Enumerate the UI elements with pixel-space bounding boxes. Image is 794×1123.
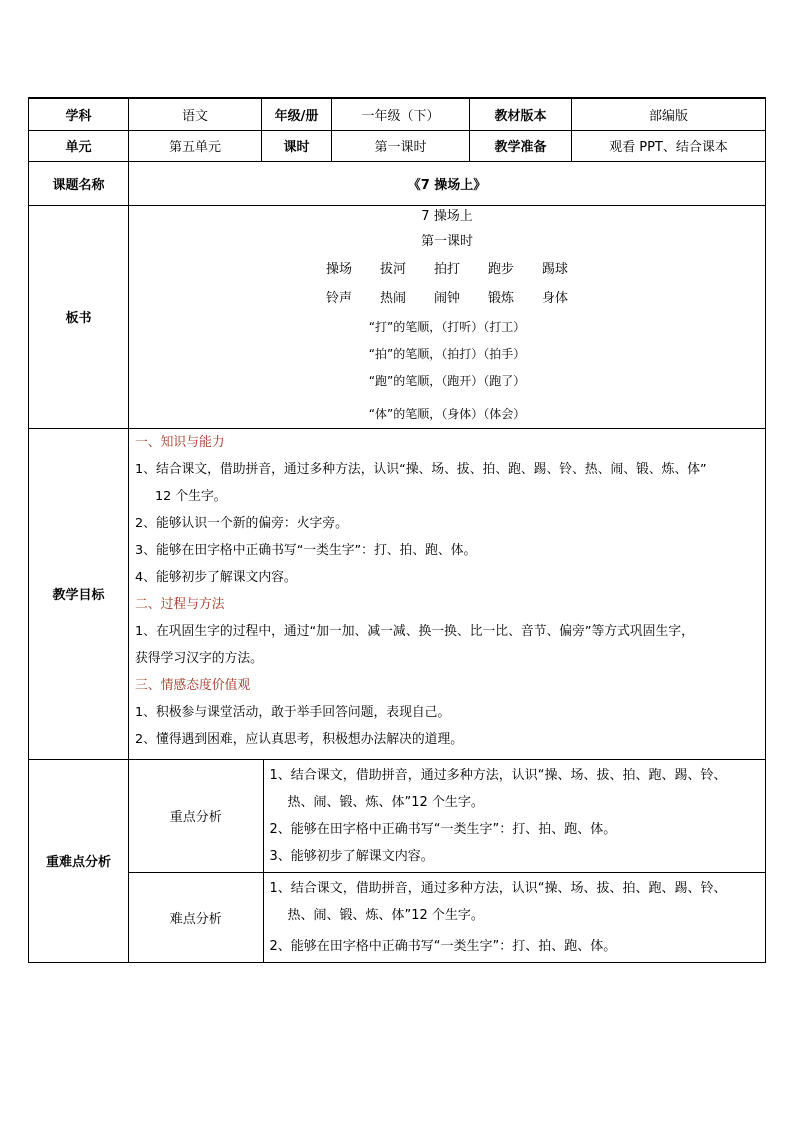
- word: 拔河: [379, 261, 406, 277]
- analysis-item: 1、结合课文，借助拼音，通过多种方法，认识“操、场、拔、拍、跑、踢、铃、: [269, 880, 727, 896]
- goal-item-continued: 获得学习汉字的方法。: [135, 650, 263, 666]
- board-label: 板书: [29, 205, 129, 428]
- board-words-row1: [129, 258, 765, 286]
- row-subject: [29, 98, 766, 130]
- board-words-row2: [129, 286, 765, 314]
- goal-item: 1、结合课文，借助拼音，通过多种方法，认识“操、场、拔、拍、跑、踢、铃、热、闹、锻、炼、体”: [135, 461, 707, 477]
- word: 踢球: [542, 261, 569, 277]
- prep-value: 观看 PPT、结合课本: [572, 130, 766, 161]
- analysis-content: [129, 759, 766, 962]
- board-period: 第一课时: [420, 233, 473, 249]
- goals-label: 教学目标: [29, 428, 129, 759]
- key-points-content: [263, 760, 765, 873]
- goal-item: 1、积极参与课堂活动，敢于举手回答问题，表现自己。: [135, 704, 451, 720]
- word: 闹钟: [433, 290, 460, 306]
- edition-label: 教材版本: [470, 98, 572, 130]
- analysis-inner-table: [129, 760, 765, 962]
- period-label: 课时: [262, 130, 332, 161]
- difficult-points-content: [263, 872, 765, 962]
- difficult-points-label: 难点分析: [129, 872, 263, 962]
- board-content: [129, 205, 766, 428]
- goals-section-title: 三、情感态度价值观: [135, 677, 251, 693]
- subject-label: 学科: [29, 98, 129, 130]
- analysis-item-continued: 热、闹、锻、炼、体”12 个生字。: [287, 794, 484, 810]
- prep-label: 教学准备: [470, 130, 572, 161]
- lesson-plan-table: [28, 97, 766, 963]
- grade-label: 年级/册: [262, 98, 332, 130]
- word: 操场: [325, 261, 352, 277]
- goal-item: 3、能够在田字格中正确书写“一类生字”：打、拍、跑、体。: [135, 542, 477, 558]
- row-blackboard: [29, 205, 766, 428]
- row-lesson-title: [29, 161, 766, 205]
- key-points-label: 重点分析: [129, 760, 263, 873]
- goal-item: 2、懂得遇到困难，应认真思考，积极想办法解决的道理。: [135, 731, 464, 747]
- word: 铃声: [325, 290, 352, 306]
- word: 跑步: [488, 261, 515, 277]
- lesson-label: 课题名称: [29, 161, 129, 205]
- row-unit: [29, 130, 766, 161]
- analysis-item-continued: 热、闹、锻、炼、体”12 个生字。: [287, 907, 484, 923]
- row-analysis: [29, 759, 766, 962]
- unit-value: 第五单元: [129, 130, 262, 161]
- goals-content: [129, 428, 766, 759]
- board-stroke-line: “拍”的笔顺，（拍打）（拍手）: [368, 346, 526, 361]
- period-value: 第一课时: [332, 130, 470, 161]
- edition-value: 部编版: [572, 98, 766, 130]
- analysis-item: 2、能够在田字格中正确书写“一类生字”：打、拍、跑、体。: [269, 938, 617, 954]
- word: 锻炼: [488, 290, 515, 306]
- board-stroke-line: “体”的笔顺，（身体）（体会）: [368, 406, 526, 421]
- goal-item-continued: 12 个生字。: [155, 488, 227, 504]
- lesson-title: 《7 操场上》: [129, 161, 766, 205]
- subject-value: 语文: [129, 98, 262, 130]
- board-stroke-line: “打”的笔顺，（打听）（打工）: [368, 319, 526, 334]
- row-goals: [29, 428, 766, 759]
- goals-section-title: 一、知识与能力: [135, 434, 225, 450]
- word: 身体: [542, 290, 569, 306]
- analysis-item: 2、能够在田字格中正确书写“一类生字”：打、拍、跑、体。: [269, 821, 617, 837]
- analysis-item: 1、结合课文，借助拼音，通过多种方法，认识“操、场、拔、拍、跑、踢、铃、: [269, 767, 727, 783]
- word: 拍打: [433, 261, 460, 277]
- key-points-row: [129, 760, 765, 873]
- analysis-label: 重难点分析: [29, 759, 129, 962]
- goals-section-title: 二、过程与方法: [135, 596, 225, 612]
- goal-item: 1、在巩固生字的过程中，通过“加一加、减一减、换一换、比一比、音节、偏旁”等方式巩固生字，: [135, 623, 694, 639]
- analysis-item: 3、能够初步了解课文内容。: [269, 848, 434, 864]
- unit-label: 单元: [29, 130, 129, 161]
- goal-item: 2、能够认识一个新的偏旁：火字旁。: [135, 515, 348, 531]
- board-stroke-line: “跑”的笔顺，（跑开）（跑了）: [368, 373, 526, 388]
- board-title: 7 操场上: [421, 208, 473, 224]
- grade-value: 一年级（下）: [332, 98, 470, 130]
- goal-item: 4、能够初步了解课文内容。: [135, 569, 297, 585]
- word: 热闹: [379, 290, 406, 306]
- difficult-points-row: [129, 872, 765, 962]
